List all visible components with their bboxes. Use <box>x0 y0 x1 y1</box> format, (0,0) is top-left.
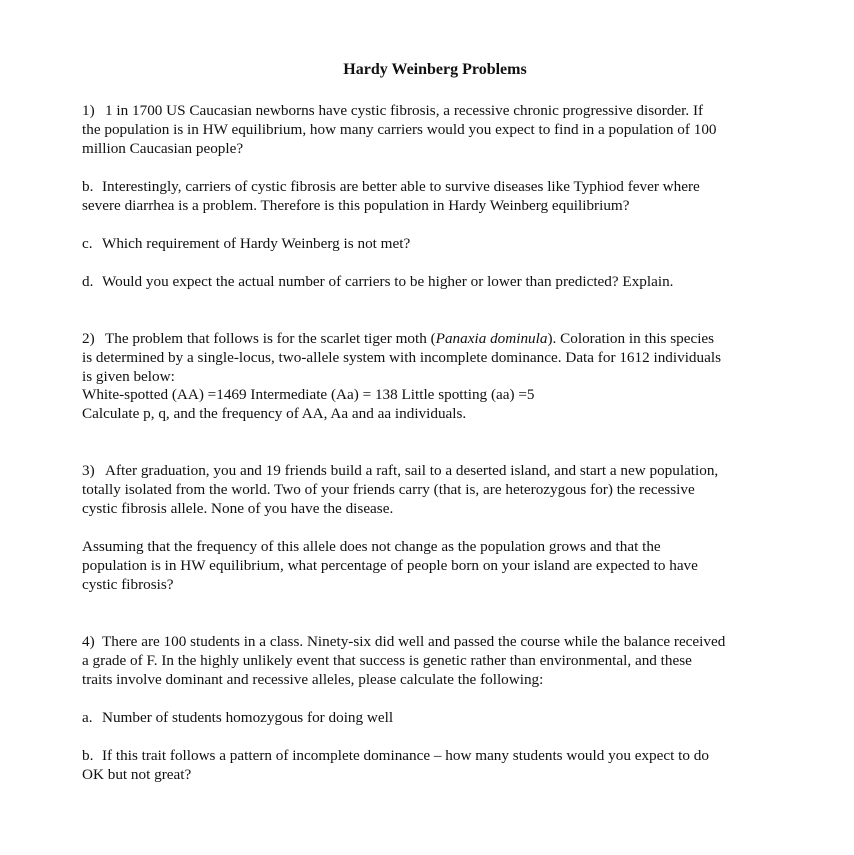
question-3-line-3: cystic fibrosis allele. None of you have the disease. <box>82 499 394 517</box>
question-3-line-2: totally isolated from the world. Two of your friends carry (that is, are heterozygous for) the recessive <box>82 480 695 498</box>
question-1b-label: b. <box>82 178 94 195</box>
question-2-line-1: 2) The problem that follows is for the scarlet tiger moth (Panaxia dominula). Coloration in this species <box>82 330 715 347</box>
question-2 <box>82 330 788 424</box>
question-1c-label: c. <box>82 235 93 252</box>
question-3-paragraph-2 <box>82 538 788 594</box>
question-4 <box>82 633 788 689</box>
question-2-line-2: is determined by a single-locus, two-allele system with incomplete dominance. Data for 1612 individuals <box>82 348 721 366</box>
document-title: Hardy Weinberg Problems <box>343 61 527 78</box>
question-3 <box>82 462 788 518</box>
question-1-line-3: million Caucasian people? <box>82 139 244 157</box>
question-1c <box>82 235 788 254</box>
question-4b-line-2: OK but not great? <box>82 765 192 783</box>
question-1-line-2: the population is in HW equilibrium, how many carriers would you expect to find in a population of 100 <box>82 120 717 138</box>
question-4-line-1: 4) There are 100 students in a class. Ninety-six did well and passed the course while the balance received <box>82 633 726 650</box>
question-4-number: 4) <box>82 633 95 650</box>
species-name: Panaxia dominula <box>435 330 548 347</box>
question-3-p2-line-2: population is in HW equilibrium, what percentage of people born on your island are expected to have <box>82 556 698 574</box>
question-2-line-3: is given below: <box>82 367 175 385</box>
question-1b <box>82 178 788 216</box>
question-2-number: 2) <box>82 330 95 347</box>
question-1-number: 1) <box>82 102 95 119</box>
question-1c-text: Which requirement of Hardy Weinberg is not met? <box>102 235 411 252</box>
question-1-line-1: 1) 1 in 1700 US Caucasian newborns have cystic fibrosis, a recessive chronic progressive disorder. If <box>82 102 704 119</box>
question-3-line-1: 3) After graduation, you and 19 friends build a raft, sail to a deserted island, and start a new population, <box>82 462 719 479</box>
question-4a <box>82 709 788 728</box>
question-2-instruction: Calculate p, q, and the frequency of AA, Aa and aa individuals. <box>82 405 467 423</box>
question-4b-line-1: b. If this trait follows a pattern of incomplete dominance – how many students would you expect to do <box>82 747 709 764</box>
question-4-line-2: a grade of F. In the highly unlikely event that success is genetic rather than environmental, and these <box>82 651 692 669</box>
question-1d-label: d. <box>82 273 94 290</box>
question-2-data-line: White-spotted (AA) =1469 Intermediate (Aa) = 138 Little spotting (aa) =5 <box>82 386 535 404</box>
question-1b-line-1: b. Interestingly, carriers of cystic fibrosis are better able to survive diseases like Typhiod fever where <box>82 178 700 195</box>
question-4b-label: b. <box>82 747 94 764</box>
question-1d-text: Would you expect the actual number of carriers to be higher or lower than predicted? Explain. <box>102 273 674 290</box>
question-3-p2-line-3: cystic fibrosis? <box>82 575 174 593</box>
question-4b <box>82 747 788 785</box>
question-3-number: 3) <box>82 462 95 479</box>
question-3-p2-line-1: Assuming that the frequency of this allele does not change as the population grows and that the <box>82 538 661 555</box>
question-1 <box>82 102 788 158</box>
question-4-line-3: traits involve dominant and recessive alleles, please calculate the following: <box>82 670 544 688</box>
question-4a-label: a. <box>82 709 93 726</box>
question-4a-text: Number of students homozygous for doing well <box>102 709 394 726</box>
question-1d <box>82 273 788 292</box>
question-1b-line-2: severe diarrhea is a problem. Therefore is this population in Hardy Weinberg equilibrium? <box>82 196 630 214</box>
